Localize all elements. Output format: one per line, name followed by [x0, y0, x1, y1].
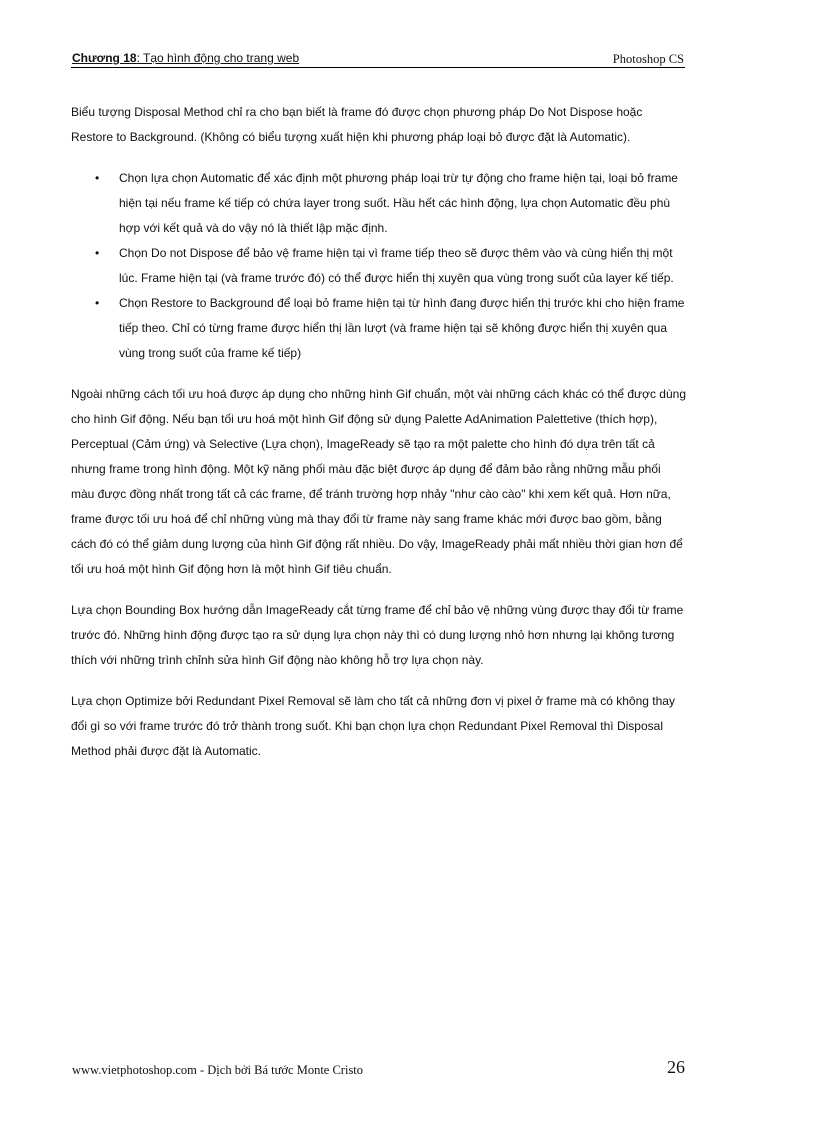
chapter-title: : Tạo hình động cho trang web — [136, 51, 300, 65]
list-item — [71, 241, 687, 291]
list-item-text: Chọn Do not Dispose để bảo vệ frame hiện tại vì frame tiếp theo sẽ được thêm vào và cùng hiển thị một lúc. Frame hiện tại (và frame trước đó) có thể được hiển thị xuyên qua vùng trong suốt của layer kế tiếp. — [119, 246, 674, 285]
page-body — [71, 100, 687, 780]
chapter-heading — [72, 51, 299, 66]
page-number: 26 — [667, 1057, 685, 1077]
bullet-list — [71, 166, 687, 366]
bullet-icon: • — [95, 246, 100, 260]
bullet-icon: • — [95, 296, 100, 310]
page-header — [71, 50, 685, 68]
paragraph: Lựa chọn Optimize bởi Redundant Pixel Removal sẽ làm cho tất cả những đơn vị pixel ở frame mà có không thay đổi gì so với frame trước đó trở thành trong suốt. Khi bạn chọn lựa chọn Redundant Pixel Removal thì Disposal Method phải được đặt là Automatic. — [71, 694, 675, 758]
paragraph: Biểu tượng Disposal Method chỉ ra cho bạn biết là frame đó được chọn phương pháp Do Not Dispose hoặc Restore to Background. (Không có biểu tượng xuất hiện khi phương pháp loại bỏ được đặt là Automatic). — [71, 105, 643, 144]
list-item — [71, 291, 687, 366]
bullet-icon: • — [95, 171, 100, 185]
list-item-text: Chọn Restore to Background để loại bỏ frame hiện tại từ hình đang được hiển thị trước khi cho hiện frame tiếp theo. Chỉ có từng frame được hiển thị lần lượt (và frame hiện tại sẽ không được hiển thị xuyên qua vùng trong suốt của frame kế tiếp) — [119, 296, 685, 360]
book-title: Photoshop CS — [612, 52, 684, 66]
page-footer — [71, 1053, 685, 1083]
chapter-label: Chương 18 — [72, 51, 137, 65]
list-item — [71, 166, 687, 241]
paragraph: Ngoài những cách tối ưu hoá được áp dụng cho những hình Gif chuẩn, một vài những cách khác có thể được dùng cho hình Gif động. Nếu bạn tối ưu hoá một hình Gif động sử dụng Palette AdAnimation Palettetive (thích hợp), Perceptual (Cảm ứng) và Selective (Lựa chọn), ImageReady sẽ tạo ra một palette cho hình đó dựa trên tất cả nhưng frame trong hình động. Một kỹ năng phối màu đặc biệt được áp dụng để đảm bảo rằng những mẫu phối màu được đồng nhất trong tất cả các frame, để tránh trường hợp nhảy "như cào cào" khi xem kết quả. Hơn nữa, frame được tối ưu hoá để chỉ những vùng mà thay đổi từ frame này sang frame khác mới được bao gồm, bằng cách đó có thể giảm dung lượng của hình Gif động rất nhiều. Do vậy, ImageReady phải mất nhiều thời gian hơn để tối ưu hoá một hình Gif động hơn là một hình Gif tiêu chuẩn. — [71, 387, 686, 576]
list-item-text: Chọn lựa chọn Automatic để xác định một phương pháp loại trừ tự động cho frame hiện tại, loại bỏ frame hiện tại nếu frame kế tiếp có chứa layer trong suốt. Hầu hết các hình động, lựa chọn Automatic đều phù hợp với kết quả và do vậy nó là thiết lập mặc định. — [119, 171, 678, 235]
paragraph: Lựa chọn Bounding Box hướng dẫn ImageReady cắt từng frame để chỉ bảo vệ những vùng được thay đổi từ frame trước đó. Những hình động được tạo ra sử dụng lựa chọn này thì có dung lượng nhỏ hơn nhưng lại không tương thích với những trình chỉnh sửa hình Gif động nào không hỗ trợ lựa chọn này. — [71, 603, 684, 667]
footer-site: www.vietphotoshop.com - Dịch bởi Bá tước Monte Cristo — [72, 1063, 364, 1077]
